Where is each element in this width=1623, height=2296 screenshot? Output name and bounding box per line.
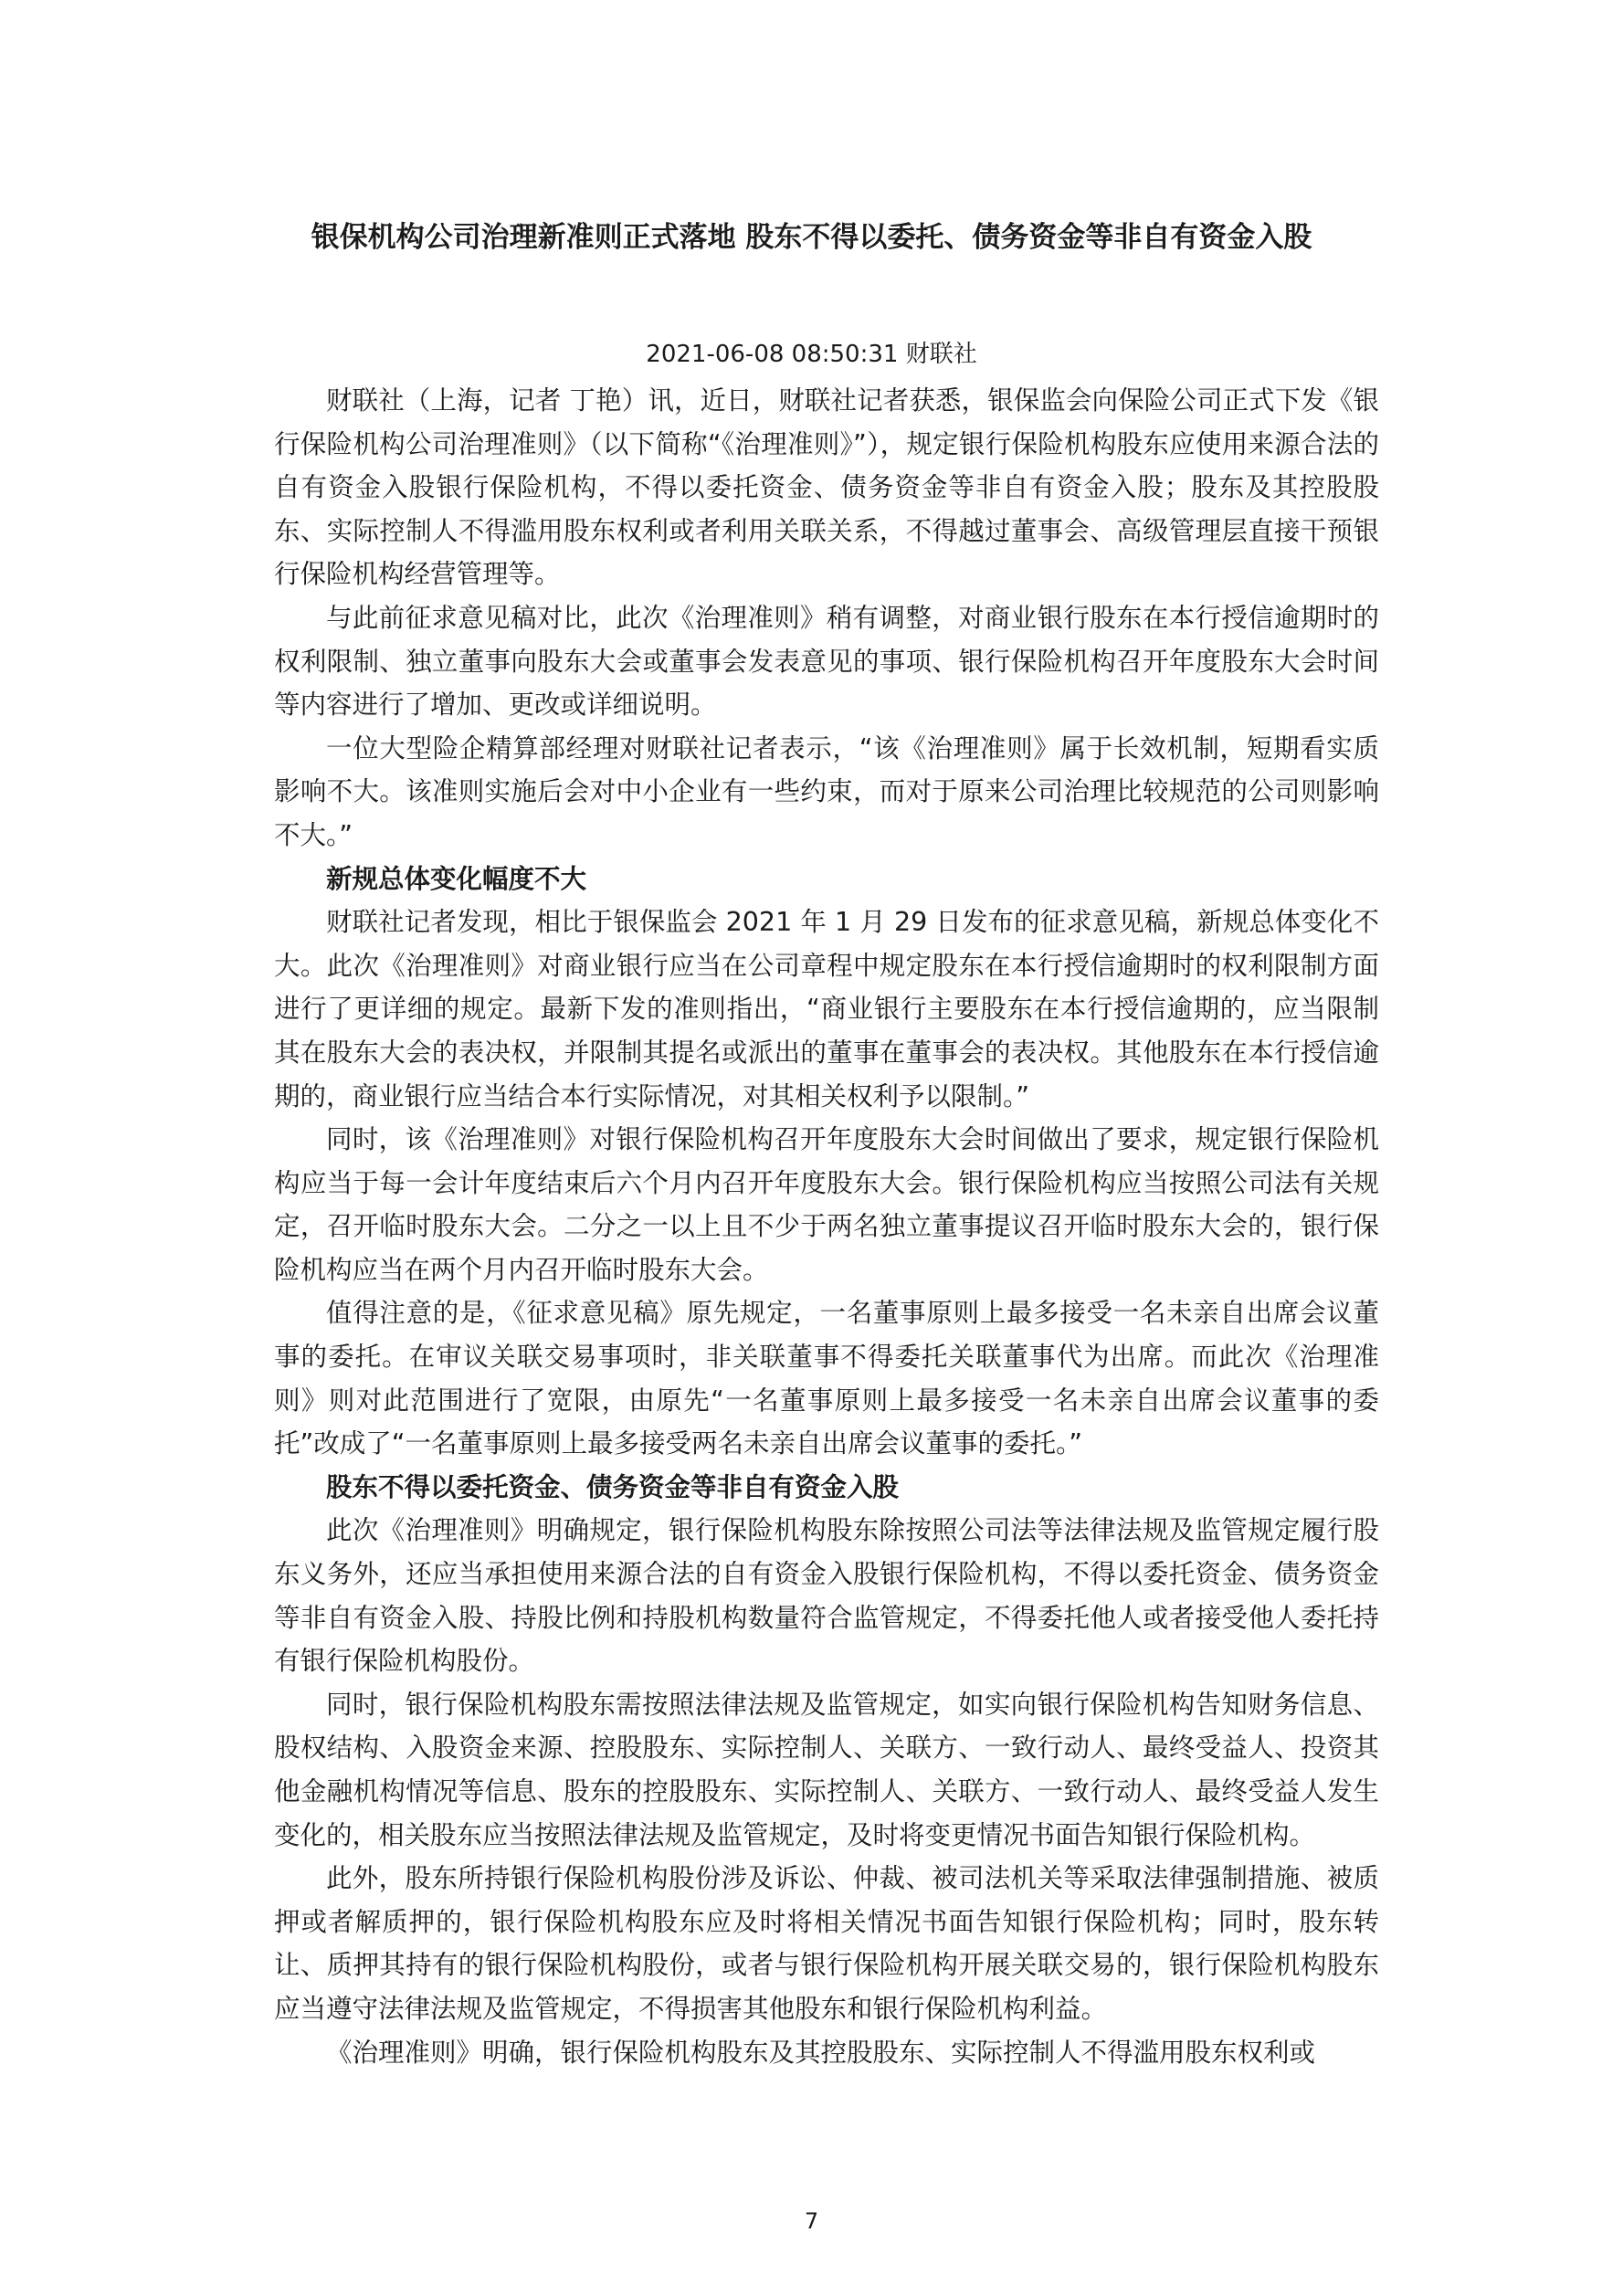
paragraph: 值得注意的是，《征求意见稿》原先规定，一名董事原则上最多接受一名未亲自出席会议董事的委托。在审议关联交易事项时，非关联董事不得委托关联董事代为出席。而此次《治理准则》则对此范围进行了宽限，由原先“一名董事原则上最多接受一名未亲自出席会议董事的委托”改成了“一名董事原则上最多接受两名未亲自出席会议董事的委托。” [274,1298,1379,1459]
paragraph: 同时，银行保险机构股东需按照法律法规及监管规定，如实向银行保险机构告知财务信息、股权结构、入股资金来源、控股股东、实际控制人、关联方、一致行动人、最终受益人、投资其他金融机构情况等信息、股东的控股股东、实际控制人、关联方、一致行动人、最终受益人发生变化的，相关股东应当按照法律法规及监管规定，及时将变更情况书面告知银行保险机构。 [274,1689,1379,1850]
article-body [274,379,1379,2074]
article-dateline: 2021-06-08 08:50:31 财联社 [646,341,977,368]
paragraph: 《治理准则》明确，银行保险机构股东及其控股股东、实际控制人不得滥用股东权利或 [326,2037,1316,2068]
paragraph: 此外，股东所持银行保险机构股份涉及诉讼、仲裁、被司法机关等采取法律强制措施、被质押或者解质押的，银行保险机构股东应及时将相关情况书面告知银行保险机构；同时，股东转让、质押其持有的银行保险机构股份，或者与银行保险机构开展关联交易的，银行保险机构股东应当遵守法律法规及监管规定，不得损害其他股东和银行保险机构利益。 [274,1863,1379,2024]
page-number: 7 [804,2208,819,2234]
paragraph: 同时，该《治理准则》对银行保险机构召开年度股东大会时间做出了要求，规定银行保险机构应当于每一会计年度结束后六个月内召开年度股东大会。银行保险机构应当按照公司法有关规定，召开临时股东大会。二分之一以上且不少于两名独立董事提议召开临时股东大会的，银行保险机构应当在两个月内召开临时股东大会。 [274,1124,1379,1285]
paragraph: 财联社记者发现，相比于银保监会 2021 年 1 月 29 日发布的征求意见稿，新规总体变化不大。此次《治理准则》对商业银行应当在公司章程中规定股东在本行授信逾期时的权利限制方面进行了更详细的规定。最新下发的准则指出，“商业银行主要股东在本行授信逾期的，应当限制其在股东大会的表决权，并限制其提名或派出的董事在董事会的表决权。其他股东在本行授信逾期的，商业银行应当结合本行实际情况，对其相关权利予以限制。” [274,907,1379,1111]
paragraph: 此次《治理准则》明确规定，银行保险机构股东除按照公司法等法律法规及监管规定履行股东义务外，还应当承担使用来源合法的自有资金入股银行保险机构，不得以委托资金、债务资金等非自有资金入股、持股比例和持股机构数量符合监管规定，不得委托他人或者接受他人委托持有银行保险机构股份。 [274,1515,1379,1677]
paragraph: 与此前征求意见稿对比，此次《治理准则》稍有调整，对商业银行股东在本行授信逾期时的权利限制、独立董事向股东大会或董事会发表意见的事项、银行保险机构召开年度股东大会时间等内容进行了增加、更改或详细说明。 [274,602,1379,721]
paragraph: 一位大型险企精算部经理对财联社记者表示，“该《治理准则》属于长效机制，短期看实质影响不大。该准则实施后会对中小企业有一些约束，而对于原来公司治理比较规范的公司则影响不大。” [274,732,1379,850]
paragraph: 财联社（上海，记者 丁艳）讯，近日，财联社记者获悉，银保监会向保险公司正式下发《银行保险机构公司治理准则》（以下简称“《治理准则》”），规定银行保险机构股东应使用来源合法的自有资金入股银行保险机构，不得以委托资金、债务资金等非自有资金入股；股东及其控股股东、实际控制人不得滥用股东权利或者利用关联关系，不得越过董事会、高级管理层直接干预银行保险机构经营管理等。 [274,385,1379,590]
section-heading: 新规总体变化幅度不大 [326,863,587,894]
section-heading: 股东不得以委托资金、债务资金等非自有资金入股 [326,1471,900,1502]
article-title: 银保机构公司治理新准则正式落地 股东不得以委托、债务资金等非自有资金入股 [311,221,1312,254]
